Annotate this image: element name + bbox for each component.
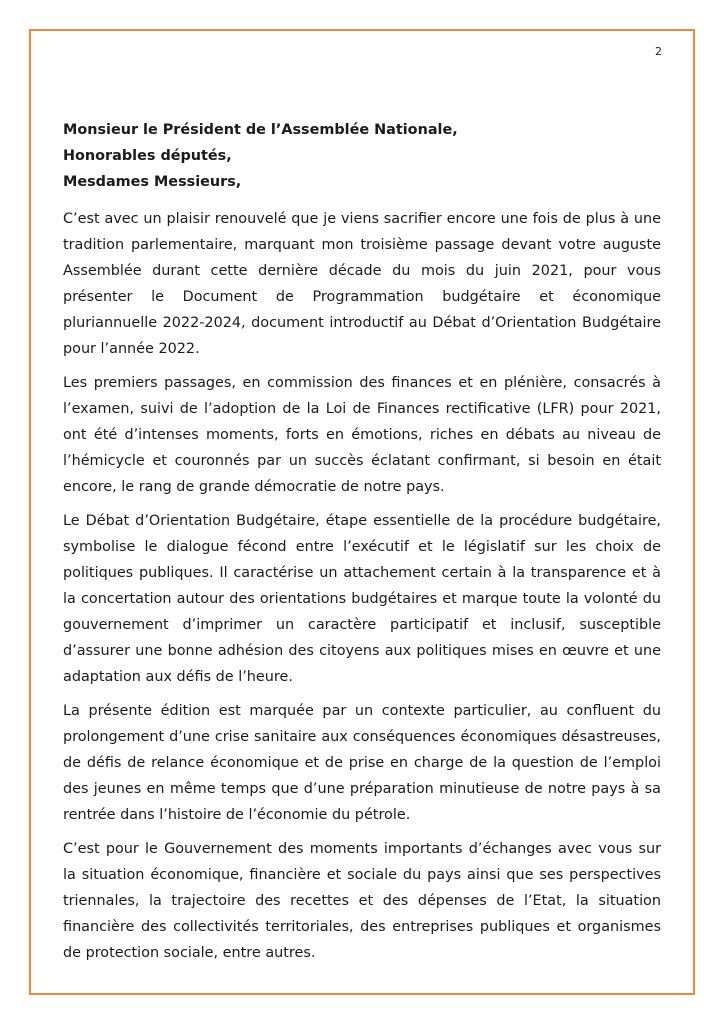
salutation-line-deputies: Honorables députés,: [63, 148, 232, 164]
paragraph-introduction: C’est avec un plaisir renouvelé que je viens sacrifier encore une fois de plus à une tradition parlementaire, marquant mon troisième passage devant votre auguste Assemblée durant cette dernière décade du mois du juin 2021, pour vous présenter le Document de Programmation budgétaire et économique pluriannuelle 2022-2024, document introductif au Débat d’Orientation Budgétaire pour l’année 2022.: [63, 211, 661, 357]
salutation-block: [63, 117, 661, 195]
document-body: [63, 117, 661, 974]
salutation-line-ladies-gentlemen: Mesdames Messieurs,: [63, 174, 242, 190]
page-number: 2: [655, 45, 662, 58]
paragraph-exchanges: C’est pour le Gouvernement des moments importants d’échanges avec vous sur la situation économique, financière et sociale du pays ainsi que ses perspectives triennales, la trajectoire des recettes et des dépenses de l’Etat, la situation financière des collectivités territoriales, des entreprises publiques et organismes de protection sociale, entre autres.: [63, 841, 661, 961]
paragraph-first-passages: Les premiers passages, en commission des finances et en plénière, consacrés à l’examen, suivi de l’adoption de la Loi de Finances rectificative (LFR) pour 2021, ont été d’intenses moments, forts en émotions, riches en débats au niveau de l’hémicycle et couronnés par un succès éclatant confirmant, si besoin en était encore, le rang de grande démocratie de notre pays.: [63, 375, 661, 495]
salutation-line-president: Monsieur le Président de l’Assemblée Nationale,: [63, 122, 458, 138]
paragraph-context: La présente édition est marquée par un contexte particulier, au confluent du prolongement d’une crise sanitaire aux conséquences économiques désastreuses, de défis de relance économique et de prise en charge de la question de l’emploi des jeunes en même temps que d’une préparation minutieuse de notre pays à sa rentrée dans l’histoire de l’économie du pétrole.: [63, 703, 661, 823]
paragraph-budget-debate: Le Débat d’Orientation Budgétaire, étape essentielle de la procédure budgétaire, symbolise le dialogue fécond entre l’exécutif et le législatif sur les choix de politiques publiques. Il caractérise un attachement certain à la transparence et à la concertation autour des orientations budgétaires et marque toute la volonté du gouvernement d’imprimer un caractère participatif et inclusif, susceptible d’assurer une bonne adhésion des citoyens aux politiques mises en œuvre et une adaptation aux défis de l’heure.: [63, 513, 661, 685]
